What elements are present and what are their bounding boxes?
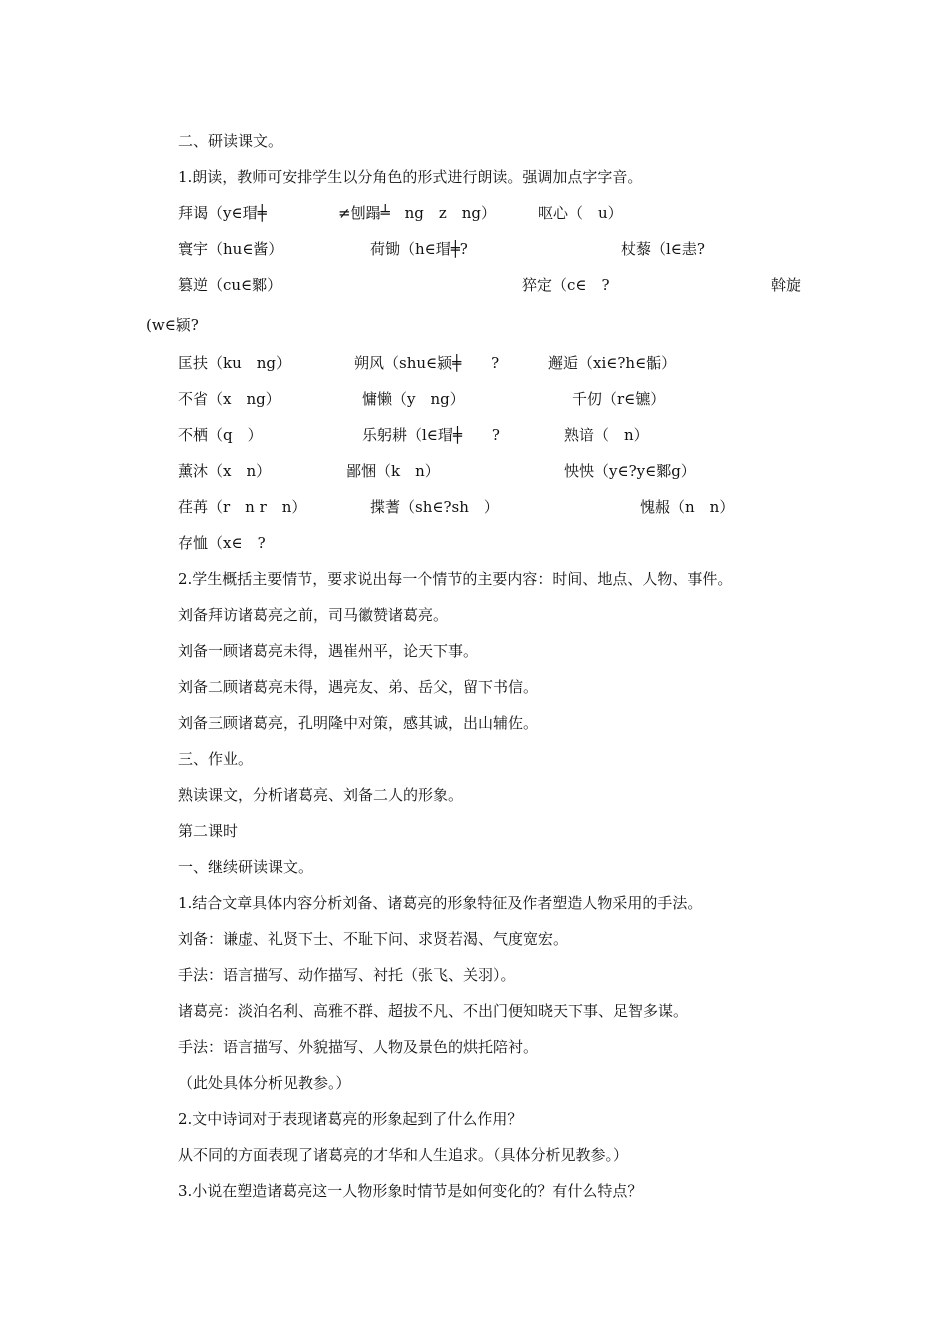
- pronunciation-item: 揲蓍（sh∈?sh ）: [370, 498, 499, 516]
- pronunciation-item: ≠刨蹋╧ ng z ng）: [338, 204, 497, 222]
- pronunciation-item: 怏怏（y∈?y∈鄹g）: [564, 462, 696, 480]
- question-2: 2.文中诗词对于表现诸葛亮的形象起到了什么作用？: [178, 1110, 523, 1128]
- plot-line: 刘备三顾诸葛亮，孔明隆中对策，感其诚，出山辅佐。: [178, 714, 539, 732]
- pronunciation-item: 斡旋: [771, 276, 802, 294]
- pronunciation-item: 不栖（q ）: [178, 426, 263, 444]
- step-2-plot: 2.学生概括主要情节，要求说出每一个情节的主要内容：时间、地点、人物、事件。: [178, 570, 733, 588]
- pronunciation-item: 拜谒（y∈瑁╪: [178, 204, 267, 222]
- pronunciation-item: 猝定（c∈ ?: [522, 276, 610, 294]
- pronunciation-item: 邂逅（xi∈?h∈骺）: [548, 354, 677, 372]
- answer-2: 从不同的方面表现了诸葛亮的才华和人生追求。（具体分析见教参。）: [178, 1146, 629, 1164]
- homework-text: 熟读课文，分析诸葛亮、刘备二人的形象。: [178, 786, 464, 804]
- liubei-method: 手法：语言描写、动作描写、衬托（张飞、关羽）。: [178, 966, 516, 984]
- pronunciation-item: 熟谙（ n）: [564, 426, 649, 444]
- pronunciation-item: 存恤（x∈ ?: [178, 534, 266, 552]
- pronunciation-item-wrap: (w∈颍?: [146, 316, 199, 334]
- reference-note: （此处具体分析见教参。）: [178, 1074, 351, 1092]
- zhuge-method: 手法：语言描写、外貌描写、人物及景色的烘托陪衬。: [178, 1038, 539, 1056]
- question-3: 3.小说在塑造诸葛亮这一人物形象时情节是如何变化的？有什么特点？: [178, 1182, 643, 1200]
- plot-line: 刘备二顾诸葛亮未得，遇亮友、弟、岳父，留下书信。: [178, 678, 539, 696]
- pronunciation-item: 呕心（ u）: [538, 204, 623, 222]
- pronunciation-item: 杖藜（l∈恚?: [621, 240, 705, 258]
- pronunciation-item: 荷锄（h∈瑁╪?: [370, 240, 468, 258]
- pronunciation-item: 匡扶（ku ng）: [178, 354, 292, 372]
- plot-line: 刘备拜访诸葛亮之前，司马徽赞诸葛亮。: [178, 606, 449, 624]
- zhuge-traits: 诸葛亮：淡泊名利、高雅不群、超拔不凡、不出门便知晓天下事、足智多谋。: [178, 1002, 689, 1020]
- section-heading-continue: 一、继续研读课文。: [178, 858, 314, 876]
- pronunciation-item: 不省（x ng）: [178, 390, 281, 408]
- pronunciation-item: 乐躬耕（l∈瑁╪ ?: [362, 426, 500, 444]
- step-1-read-aloud: 1.朗读，教师可安排学生以分角色的形式进行朗读。强调加点字字音。: [178, 168, 643, 186]
- pronunciation-item: 朔风（shu∈颍╪ ?: [354, 354, 500, 372]
- question-1: 1.结合文章具体内容分析刘备、诸葛亮的形象特征及作者塑造人物采用的手法。: [178, 894, 703, 912]
- plot-line: 刘备一顾诸葛亮未得，遇崔州平，论天下事。: [178, 642, 479, 660]
- pronunciation-item: 愧赧（n n）: [640, 498, 735, 516]
- pronunciation-item: 鄙悃（k n）: [346, 462, 440, 480]
- lesson-2-heading: 第二课时: [178, 822, 239, 840]
- pronunciation-item: 千仞（r∈镳）: [572, 390, 666, 408]
- pronunciation-item: 薰沐（x n）: [178, 462, 272, 480]
- pronunciation-item: 慵懒（y ng）: [362, 390, 465, 408]
- liubei-traits: 刘备：谦虚、礼贤下士、不耻下问、求贤若渴、气度宽宏。: [178, 930, 569, 948]
- pronunciation-item: 寰宇（hu∈酱）: [178, 240, 284, 258]
- pronunciation-item: 篡逆（cu∈鄹）: [178, 276, 283, 294]
- section-heading-homework: 三、作业。: [178, 750, 254, 768]
- pronunciation-item: 荏苒（r n r n）: [178, 498, 307, 516]
- section-heading-study: 二、研读课文。: [178, 132, 284, 150]
